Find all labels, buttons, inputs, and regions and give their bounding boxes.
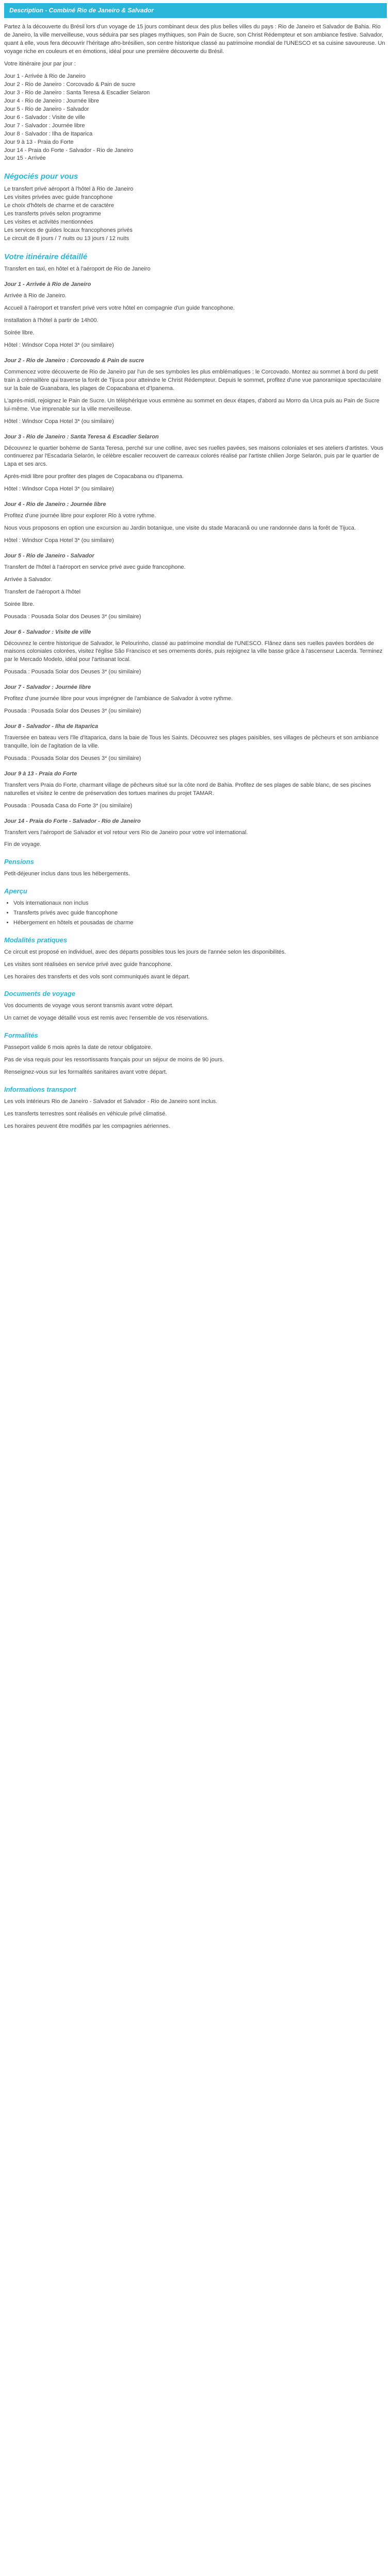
day-paragraph: Transfert de l'hôtel à l'aéroport en service privé avec guide francophone. (4, 564, 186, 570)
negocies-item: Les transferts privés selon programme (4, 210, 101, 217)
day-paragraph: Arrivée à Rio de Janeiro. (4, 293, 67, 299)
negocies-item: Les services de guides locaux francophones privés (4, 227, 133, 233)
day-paragraph: Profitez d'une journée libre pour vous imprégner de l'ambiance de Salvador à votre rythme. (4, 696, 233, 702)
summary-item: Jour 3 - Rio de Janeiro : Santa Teresa & Escadier Selaron (4, 89, 150, 96)
day-paragraph: Transfert vers l'aéroport de Salvador et vol retour vers Rio de Janeiro pour votre vol international. (4, 829, 248, 836)
day-block (4, 552, 387, 621)
section-heading-apercu: Aperçu (4, 887, 27, 895)
section-heading-negocies: Négociés pour vous (4, 172, 78, 181)
intro-paragraph: Partez à la découverte du Brésil lors d'un voyage de 15 jours combinant deux des plus belles villes du pays : Rio de Janeiro et Salvador de Bahia. Rio de Janeiro, la ville merveilleuse, vous séduira par ses plages mythiques, son Pain de Sucre, son Christ Rédempteur et son ambiance festive. Salvador, quant à elle, vous fera découvrir l'héritage afro-brésilien, son centre historique classé au patrimoine mondial de l'UNESCO et sa cuisine savoureuse. Un voyage riche en couleurs et en émotions, idéal pour une première découverte du Brésil. (4, 24, 385, 55)
day-paragraph: Hôtel : Windsor Copa Hotel 3* (ou similaire) (4, 418, 114, 425)
transport-text: Les horaires peuvent être modifiés par les compagnies aériennes. (4, 1123, 170, 1129)
list-item: • Transferts privés avec guide francophone (13, 909, 387, 918)
day-title: Jour 3 - Rio de Janeiro : Santa Teresa & Escadier Selaron (4, 433, 159, 440)
day-paragraph: Transfert vers Praia do Forte, charmant village de pêcheurs situé sur la côte nord de Bahia. Profitez de ses plages de sable blanc, de ses piscines naturelles et visitez le centre de préservation des tortues marines du projet TAMAR. (4, 782, 371, 796)
day-paragraph: Arrivée à Salvador. (4, 576, 52, 583)
apercu-list (4, 900, 387, 927)
day-paragraph: Soirée libre. (4, 330, 35, 336)
day-paragraph: Après-midi libre pour profiter des plages de Copacabana ou d'Ipanema. (4, 473, 184, 480)
summary-item: Jour 5 - Rio de Janeiro - Salvador (4, 106, 89, 112)
day-paragraph: Installation à l'hôtel à partir de 14h00. (4, 317, 99, 324)
itinerary-days (4, 281, 387, 849)
day-title: Jour 4 - Rio de Janeiro : Journée libre (4, 501, 106, 508)
day-block (4, 433, 387, 494)
negocies-item: Les visites privées avec guide francophone (4, 194, 113, 201)
day-paragraph: Pousada : Pousada Solar dos Deuses 3* (ou similaire) (4, 755, 141, 761)
list-item: • Hébergement en hôtels et pousadas de charme (13, 919, 387, 927)
day-title: Jour 5 - Rio de Janeiro - Salvador (4, 552, 94, 559)
pensions-text: Petit-déjeuner inclus dans tous les hébergements. (4, 871, 130, 877)
day-paragraph: Fin de voyage. (4, 841, 42, 848)
section-heading-modalites: Modalités pratiques (4, 936, 68, 944)
day-title: Jour 7 - Salvador : Journée libre (4, 684, 91, 691)
page (0, 0, 391, 1150)
summary-item: Jour 4 - Rio de Janeiro : Journée libre (4, 97, 100, 104)
section-heading-pensions: Pensions (4, 858, 34, 866)
day-title: Jour 1 - Arrivée à Rio de Janeiro (4, 281, 91, 288)
section-heading-documents: Documents de voyage (4, 990, 75, 998)
section-heading-transport: Informations transport (4, 1085, 76, 1093)
negocies-item: Les visites et activités mentionnées (4, 218, 93, 225)
day-paragraph: Découvrez le quartier bohème de Santa Teresa, perché sur une colline, avec ses ruelles pavées, ses maisons coloniales et ses ateliers d'artistes. Vous continuerez par l'Escadaria Selarón, le célèbre escalier recouvert de carreaux colorés réalisé par l'artiste chilien Jorge Selarón, puis par le quartier de Lapa et ses arcs. (4, 445, 384, 468)
day-paragraph: Pousada : Pousada Solar dos Deuses 3* (ou similaire) (4, 613, 141, 620)
day-paragraph: Hôtel : Windsor Copa Hotel 3* (ou similaire) (4, 342, 114, 349)
summary-item: Jour 9 à 13 - Praia do Forte (4, 139, 74, 145)
modalites-text: Ce circuit est proposé en individuel, avec des départs possibles tous les jours de l'année selon les disponibilités. (4, 948, 286, 955)
day-title: Jour 8 - Salvador - Ilha de Itaparica (4, 723, 99, 730)
formalites-text: Passeport valide 6 mois après la date de retour obligatoire. (4, 1044, 153, 1051)
day-title: Jour 6 - Salvador : Visite de ville (4, 629, 91, 635)
day-paragraph: Traversée en bateau vers l'île d'Itaparica, dans la baie de Tous les Saints. Découvrez ses plages paisibles, ses villages de pêcheurs et son ambiance tranquille, loin de l'agitation de la ville. (4, 735, 379, 749)
day-paragraph: Transfert de l'aéroport à l'hôtel (4, 588, 81, 595)
day-paragraph: Pousada : Pousada Solar dos Deuses 3* (ou similaire) (4, 708, 141, 715)
day-paragraph: Commencez votre découverte de Rio de Janeiro par l'un de ses symboles les plus emblématiques : le Corcovado. Montez au sommet à bord du petit train à crémaillère qui traverse la forêt de Tijuca pour atteindre le Christ Rédempteur. Depuis le sommet, profitez d'une vue panoramique spectaculaire sur la baie de Guanabara, les plages de Copacabana et d'Ipanema. (4, 368, 381, 392)
section-heading-formalites: Formalités (4, 1031, 38, 1040)
modalites-text: Les horaires des transferts et des vols sont communiqués avant le départ. (4, 973, 190, 980)
summary-item: Jour 8 - Salvador : Ilha de Itaparica (4, 130, 93, 137)
day-block (4, 770, 387, 810)
summary-item: Jour 6 - Salvador : Visite de ville (4, 114, 85, 121)
day-paragraph: L'après-midi, rejoignez le Pain de Sucre. Un téléphérique vous emmène au sommet en deux étapes, d'abord au Morro da Urca puis au Pain de Sucre lui-même. Vue imprenable sur la ville merveilleuse. (4, 397, 380, 412)
day-block (4, 357, 387, 426)
negocies-item: Le choix d'hôtels de charme et de caractère (4, 202, 115, 209)
modalites-text: Les visites sont réalisées en service privé avec guide francophone. (4, 961, 172, 968)
formalites-text: Pas de visa requis pour les ressortissants français pour un séjour de moins de 90 jours. (4, 1056, 224, 1063)
day-paragraph: Hôtel : Windsor Copa Hotel 3* (ou similaire) (4, 537, 114, 544)
summary-item: Jour 15 - Arrivée (4, 155, 46, 162)
day-block (4, 501, 387, 545)
section-heading-itineraire: Votre itinéraire détaillé (4, 252, 88, 261)
day-title: Jour 9 à 13 - Praia do Forte (4, 770, 77, 777)
formalites-text: Renseignez-vous sur les formalités sanitaires avant votre départ. (4, 1069, 168, 1075)
summary-item: Jour 7 - Salvador : Journée libre (4, 122, 85, 129)
day-paragraph: Accueil à l'aéroport et transfert privé vers votre hôtel en compagnie d'un guide francophone. (4, 305, 235, 312)
itineraire-intro: Transfert en taxi, en hôtel et à l'aéroport de Rio de Janeiro (4, 266, 151, 273)
day-title: Jour 14 - Praia do Forte - Salvador - Rio de Janeiro (4, 818, 141, 824)
transport-text: Les transferts terrestres sont réalisés en véhicule privé climatisé. (4, 1110, 167, 1117)
day-title: Jour 2 - Rio de Janeiro : Corcovado & Pain de sucre (4, 358, 144, 364)
day-paragraph: Pousada : Pousada Solar dos Deuses 3* (ou similaire) (4, 669, 141, 675)
list-item: • Vols internationaux non inclus (13, 900, 387, 908)
day-block (4, 684, 387, 716)
day-paragraph: Nous vous proposons en option une excursion au Jardin botanique, une visite du stade Maracanã ou une randonnée dans la forêt de Tijuca. (4, 525, 356, 532)
day-block (4, 629, 387, 677)
documents-text: Vos documents de voyage vous seront transmis avant votre départ. (4, 1003, 174, 1009)
day-paragraph: Hôtel : Windsor Copa Hotel 3* (ou similaire) (4, 486, 114, 493)
summary-item: Jour 1 - Arrivée à Rio de Janeiro (4, 73, 86, 80)
itinerary-summary (4, 73, 387, 163)
day-paragraph: Pousada : Pousada Casa do Forte 3* (ou similaire) (4, 802, 133, 809)
day-block (4, 818, 387, 850)
negocies-item: Le circuit de 8 jours / 7 nuits ou 13 jours / 12 nuits (4, 235, 129, 242)
negocies-item: Le transfert privé aéroport à l'hôtel à Rio de Janeiro (4, 186, 134, 193)
documents-text: Un carnet de voyage détaillé vous est remis avec l'ensemble de vos réservations. (4, 1015, 209, 1022)
negocies-list (4, 185, 387, 243)
transport-text: Les vols intérieurs Rio de Janeiro - Salvador et Salvador - Rio de Janeiro sont inclus. (4, 1098, 218, 1105)
intro-itinerary-label: Votre itinéraire jour par jour : (4, 61, 76, 67)
day-paragraph: Découvrez le centre historique de Salvador, le Pelourinho, classé au patrimoine mondial de l'UNESCO. Flânez dans ses ruelles pavées bordées de maisons coloniales colorées, visitez l'église São Francisco et ses ornements dorés, puis rejoignez la ville basse grâce à l'ascenseur Lacerda. Terminez par le Mercado Modelo, idéal pour l'artisanat local. (4, 640, 383, 663)
day-block (4, 723, 387, 763)
summary-item: Jour 14 - Praia do Forte - Salvador - Rio de Janeiro (4, 147, 134, 154)
day-block (4, 281, 387, 350)
page-title: Description - Combiné Rio de Janeiro & Salvador (4, 3, 387, 18)
day-paragraph: Profitez d'une journée libre pour explorer Rio à votre rythme. (4, 513, 156, 519)
day-paragraph: Soirée libre. (4, 601, 35, 607)
summary-item: Jour 2 - Rio de Janeiro : Corcovado & Pain de sucre (4, 81, 136, 88)
